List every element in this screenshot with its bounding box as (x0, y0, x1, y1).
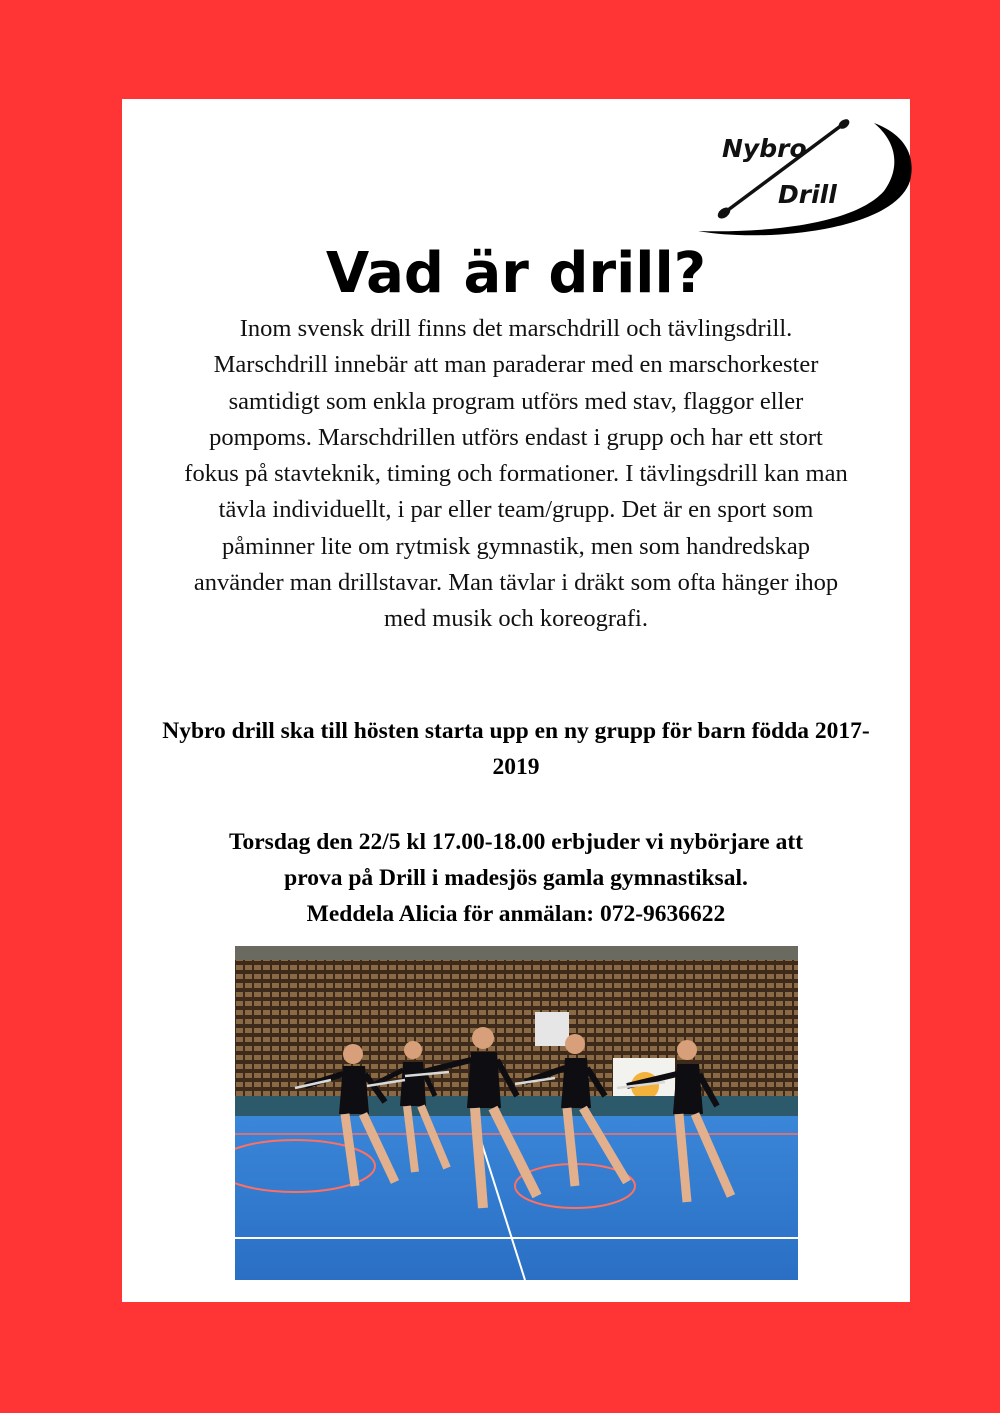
logo-line2: Drill (778, 180, 837, 209)
baton-swoosh-icon (694, 113, 914, 245)
announcement-text: Nybro drill ska till hösten starta upp en ny grupp för barn födda 2017-2019 (162, 718, 870, 780)
page-title: Vad är drill? (325, 241, 707, 306)
intro-paragraph: Inom svensk drill finns det marschdrill och tävlingsdrill. Marschdrill innebär att man paraderar med en marschorkester samtidigt som enkla program utförs med stav, flaggor eller pompoms. Marschdrillen utförs endast i grupp och har ett stort fokus på stavteknik, timing och formationer. I tävlingsdrill kan man tävla individuellt, i par eller team/grupp. Det är en sport som påminner lite om rytmisk gymnastik, men som handredskap använder man drillstavar. Man tävlar i dräkt som ofta hänger ihop med musik och koreografi. (184, 315, 848, 633)
nybro-drill-logo (694, 113, 914, 245)
logo-line1: Nybro (722, 134, 807, 163)
tryout-line3: Meddela Alicia för anmälan: 072-9636622 (306, 901, 726, 927)
poster-sheet (122, 99, 910, 1302)
tryout-line1: Torsdag den 22/5 kl 17.00-18.00 erbjuder vi nybörjare att (228, 829, 804, 855)
drill-team-photo (235, 946, 798, 1280)
tryout-line2: prova på Drill i madesjös gamla gymnastiksal. (284, 865, 748, 891)
tryout-info (162, 824, 870, 932)
